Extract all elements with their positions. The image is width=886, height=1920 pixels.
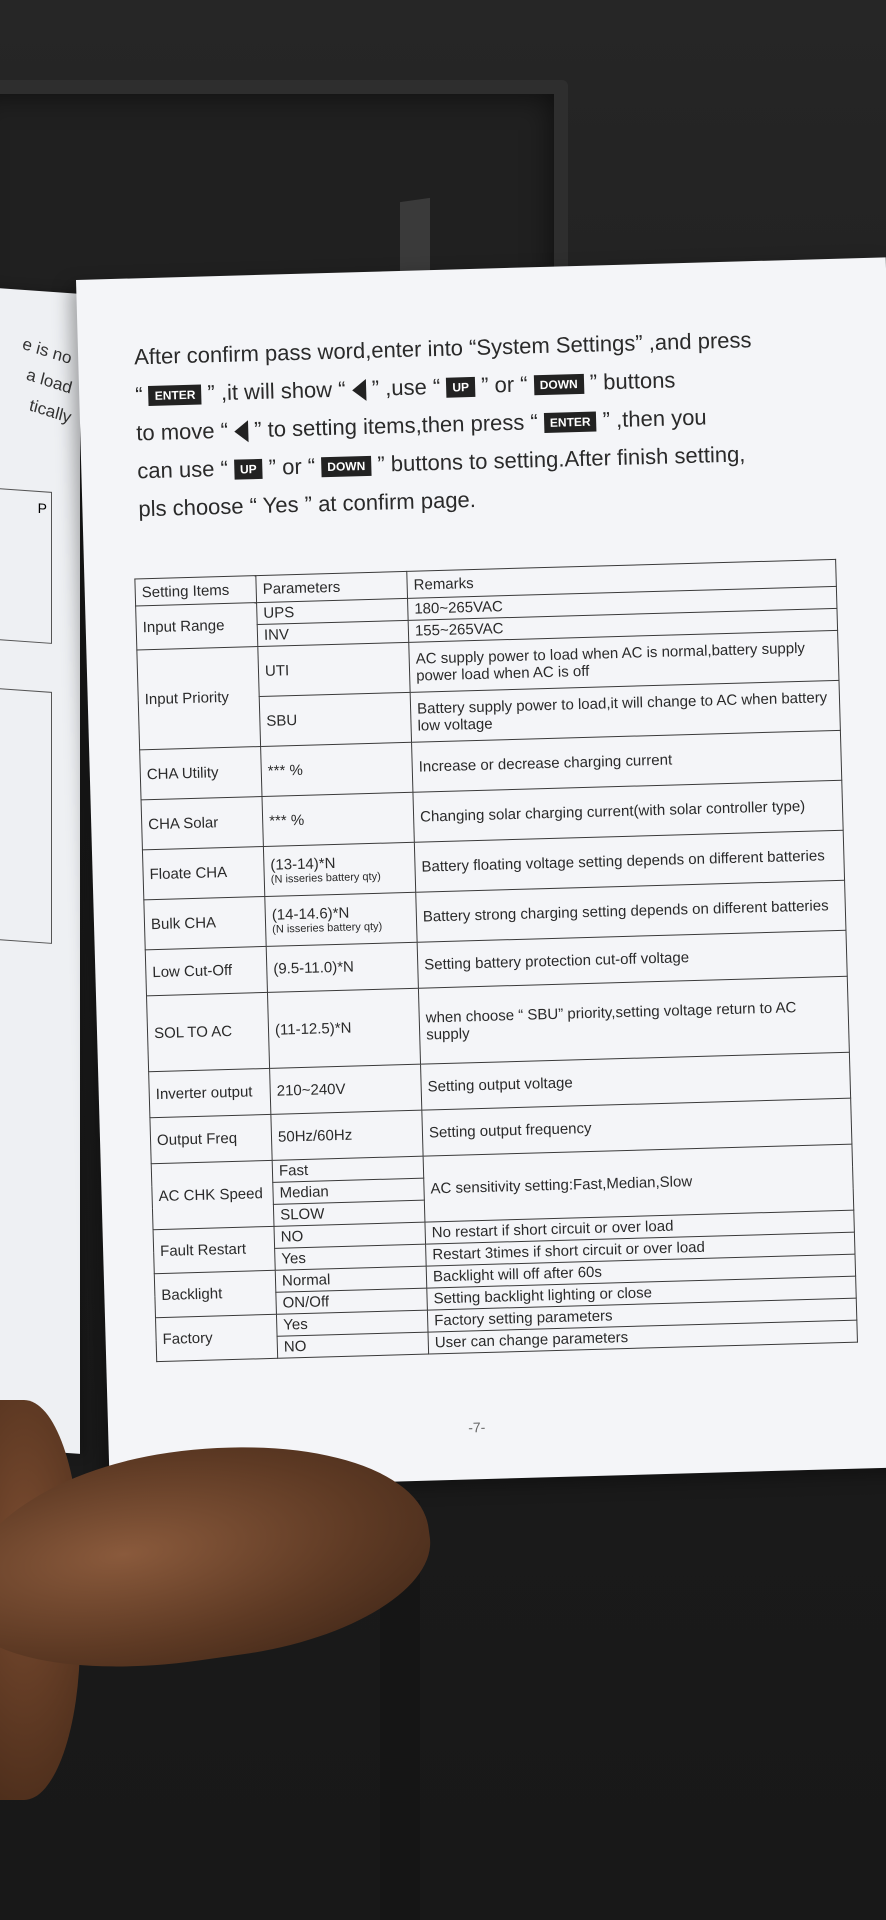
remark: when choose “ SBU” priority,setting voltage return to AC supply bbox=[418, 976, 849, 1064]
setting-item: Low Cut-Off bbox=[145, 946, 267, 995]
remark: Backlight will off after 60s bbox=[426, 1254, 855, 1288]
setting-item: Fault Restart bbox=[153, 1226, 275, 1273]
column-header: Parameters bbox=[256, 571, 408, 602]
left-page bbox=[0, 286, 80, 1454]
left-page-table bbox=[0, 688, 52, 944]
intro-line: pls choose “ Yes ” at confirm page. bbox=[138, 486, 477, 522]
parameter bbox=[265, 892, 417, 946]
setting-item: AC CHK Speed bbox=[151, 1160, 274, 1229]
setting-item: Backlight bbox=[154, 1270, 276, 1317]
parameter: NO bbox=[274, 1222, 426, 1248]
setting-item: CHA Utility bbox=[140, 747, 262, 800]
remark: Setting output frequency bbox=[422, 1098, 852, 1156]
left-arrow-icon bbox=[351, 379, 366, 401]
parameter: (11-12.5)*N bbox=[267, 988, 420, 1068]
parameter: Yes bbox=[276, 1310, 428, 1336]
page-number: -7- bbox=[467, 1419, 486, 1436]
parameter: *** % bbox=[262, 792, 414, 846]
setting-item: Bulk CHA bbox=[144, 896, 266, 949]
parameter: Median bbox=[273, 1178, 425, 1204]
parameter bbox=[263, 842, 415, 896]
intro-fragment: ” ,it will show “ bbox=[207, 376, 346, 406]
remark: User can change parameters bbox=[428, 1320, 857, 1354]
intro-fragment: ” to setting items,then press “ bbox=[253, 409, 539, 443]
intro-fragment: “ bbox=[134, 382, 143, 408]
up-key-icon: UP bbox=[446, 377, 475, 398]
left-page-table bbox=[0, 488, 52, 644]
left-page-fragment: P bbox=[37, 499, 47, 517]
remark: Battery strong charging setting depends on different batteries bbox=[416, 880, 846, 942]
parameter-value: (14-14.6)*N bbox=[271, 904, 350, 924]
parameter: SLOW bbox=[273, 1200, 425, 1226]
settings-table bbox=[134, 559, 858, 1362]
setting-item: Inverter output bbox=[149, 1068, 271, 1117]
left-page-fragment: tically bbox=[27, 395, 74, 427]
parameter: (9.5-11.0)*N bbox=[266, 942, 418, 992]
remark: Battery floating voltage setting depends on different batteries bbox=[414, 830, 844, 892]
remark: Setting backlight lighting or close bbox=[427, 1276, 856, 1310]
remark: Setting output voltage bbox=[421, 1052, 851, 1110]
left-page-fragment: e is no bbox=[20, 334, 74, 368]
setting-item: CHA Solar bbox=[141, 797, 263, 850]
parameter: ON/Off bbox=[276, 1288, 428, 1314]
enter-key-icon: ENTER bbox=[544, 412, 597, 433]
parameter: SBU bbox=[259, 692, 411, 746]
parameter: Normal bbox=[275, 1266, 427, 1292]
intro-fragment: ” ,use “ bbox=[371, 373, 441, 401]
setting-item: SOL TO AC bbox=[147, 992, 270, 1071]
intro-fragment: ” ,then you bbox=[602, 404, 707, 433]
remark: 180~265VAC bbox=[408, 586, 837, 620]
intro-fragment: ” or “ bbox=[480, 371, 528, 398]
down-key-icon: DOWN bbox=[321, 456, 372, 477]
remark: Increase or decrease charging current bbox=[412, 730, 842, 792]
parameter: Yes bbox=[275, 1244, 427, 1270]
setting-item: Input Range bbox=[136, 603, 258, 650]
setting-item: Input Priority bbox=[137, 647, 261, 750]
setting-item: Factory bbox=[156, 1314, 278, 1361]
parameter: Fast bbox=[272, 1156, 424, 1182]
parameter: *** % bbox=[261, 742, 413, 796]
remark: AC sensitivity setting:Fast,Median,Slow bbox=[423, 1144, 854, 1222]
intro-fragment: ” or “ bbox=[268, 453, 316, 480]
intro-text bbox=[134, 318, 859, 528]
intro-fragment: to move “ bbox=[135, 417, 229, 446]
intro-fragment: can use “ bbox=[137, 455, 229, 484]
remark: No restart if short circuit or over load bbox=[425, 1210, 854, 1244]
down-key-icon: DOWN bbox=[533, 374, 584, 395]
intro-line: After confirm pass word,enter into “System Settings” ,and press bbox=[133, 327, 752, 370]
parameter: NO bbox=[277, 1332, 429, 1358]
setting-item: Floate CHA bbox=[142, 846, 264, 899]
parameter-note: (N isseries battery qty) bbox=[270, 870, 381, 886]
left-page-fragment: a load bbox=[24, 364, 74, 398]
enter-key-icon: ENTER bbox=[148, 385, 201, 406]
up-key-icon: UP bbox=[234, 459, 263, 480]
remark: Setting battery protection cut-off voltage bbox=[417, 930, 847, 988]
intro-fragment: ” buttons to setting.After finish setting, bbox=[377, 441, 746, 477]
parameter-note: (N isseries battery qty) bbox=[272, 920, 383, 936]
remark: AC supply power to load when AC is normal,battery supply power load when AC is off bbox=[409, 630, 839, 692]
setting-item: Output Freq bbox=[150, 1114, 272, 1163]
parameter: 210~240V bbox=[270, 1064, 422, 1114]
left-arrow-icon bbox=[234, 420, 249, 442]
remark: Restart 3times if short circuit or over load bbox=[426, 1232, 855, 1266]
remark: Battery supply power to load,it will change to AC when battery low voltage bbox=[410, 680, 840, 742]
parameter-value: (13-14)*N bbox=[270, 854, 336, 874]
column-header: Setting Items bbox=[135, 576, 257, 606]
parameter: INV bbox=[257, 620, 409, 646]
parameter: UPS bbox=[257, 598, 409, 624]
parameter: 50Hz/60Hz bbox=[271, 1110, 423, 1160]
intro-fragment: ” buttons bbox=[589, 367, 676, 395]
remark: Changing solar charging current(with solar controller type) bbox=[413, 780, 843, 842]
parameter: UTI bbox=[258, 642, 410, 696]
remark: Factory setting parameters bbox=[427, 1298, 856, 1332]
column-header: Remarks bbox=[407, 559, 837, 598]
remark: 155~265VAC bbox=[408, 608, 837, 642]
manual-page bbox=[76, 257, 886, 1489]
